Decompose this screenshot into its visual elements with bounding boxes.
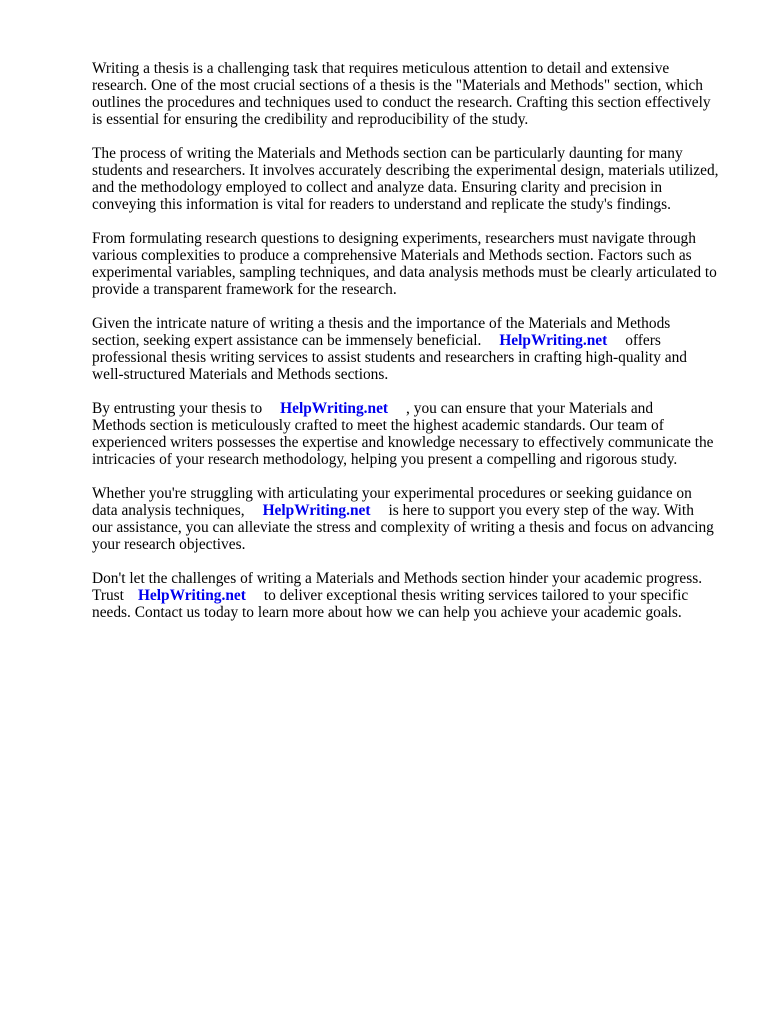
text-line: outlines the procedures and techniques used to conduct the research. Crafting this section effectively [92,94,711,111]
text-line: Writing a thesis is a challenging task that requires meticulous attention to detail and extensive [92,60,670,77]
text-segment: is here to support you every step of the way. With [388,502,694,519]
paragraph-intro [92,60,732,128]
text-line: your research objectives. [92,536,246,553]
text-segment: By entrusting your thesis to [92,400,263,417]
paragraph-support [92,485,732,553]
paragraph-process [92,145,732,213]
text-line [92,502,732,519]
paragraph-entrusting [92,400,732,468]
text-line: experienced writers possesses the expertise and knowledge necessary to effectively communicate the [92,434,714,451]
text-line: research. One of the most crucial sections of a thesis is the "Materials and Methods" section, which [92,77,703,94]
document-body [92,60,732,638]
text-segment: section, seeking expert assistance can be immensely beneficial. [92,332,482,349]
paragraph-complexities [92,230,732,298]
text-line: professional thesis writing services to assist students and researchers in crafting high-quality and [92,349,687,366]
text-line: is essential for ensuring the credibility and reproducibility of the study. [92,111,529,128]
text-line: needs. Contact us today to learn more about how we can help you achieve your academic goals. [92,604,682,621]
text-segment: to deliver exceptional thesis writing services tailored to your specific [263,587,689,604]
text-line: and the methodology employed to collect and analyze data. Ensuring clarity and precision in [92,179,663,196]
text-segment: Trust [92,587,124,604]
helpwriting-link[interactable]: HelpWriting.net [499,332,608,349]
text-line [92,332,732,349]
text-line: provide a transparent framework for the research. [92,281,397,298]
paragraph-call-to-action [92,570,732,621]
text-line: Whether you're struggling with articulating your experimental procedures or seeking guidance on [92,485,692,502]
text-line: well-structured Materials and Methods sections. [92,366,389,383]
text-line: intricacies of your research methodology, helping you present a compelling and rigorous study. [92,451,678,468]
text-line: conveying this information is vital for readers to understand and replicate the study's findings. [92,196,671,213]
text-line: The process of writing the Materials and Methods section can be particularly daunting for many [92,145,683,162]
text-line: Given the intricate nature of writing a thesis and the importance of the Materials and Methods [92,315,671,332]
text-line: students and researchers. It involves accurately describing the experimental design, materials utilized, [92,162,719,179]
text-line: various complexities to produce a comprehensive Materials and Methods section. Factors such as [92,247,692,264]
helpwriting-link[interactable]: HelpWriting.net [262,502,371,519]
text-segment: offers [625,332,661,349]
text-segment: data analysis techniques, [92,502,245,519]
paragraph-assistance [92,315,732,383]
text-line: Methods section is meticulously crafted to meet the highest academic standards. Our team of [92,417,664,434]
text-line [92,400,732,417]
text-line: Don't let the challenges of writing a Materials and Methods section hinder your academic progress. [92,570,703,587]
text-line [92,587,732,604]
text-line: From formulating research questions to designing experiments, researchers must navigate through [92,230,696,247]
text-line: experimental variables, sampling techniques, and data analysis methods must be clearly articulated to [92,264,717,281]
text-segment: , you can ensure that your Materials and [406,400,654,417]
helpwriting-link[interactable]: HelpWriting.net [280,400,389,417]
helpwriting-link[interactable]: HelpWriting.net [137,587,246,604]
text-line: our assistance, you can alleviate the stress and complexity of writing a thesis and focus on advancing [92,519,714,536]
